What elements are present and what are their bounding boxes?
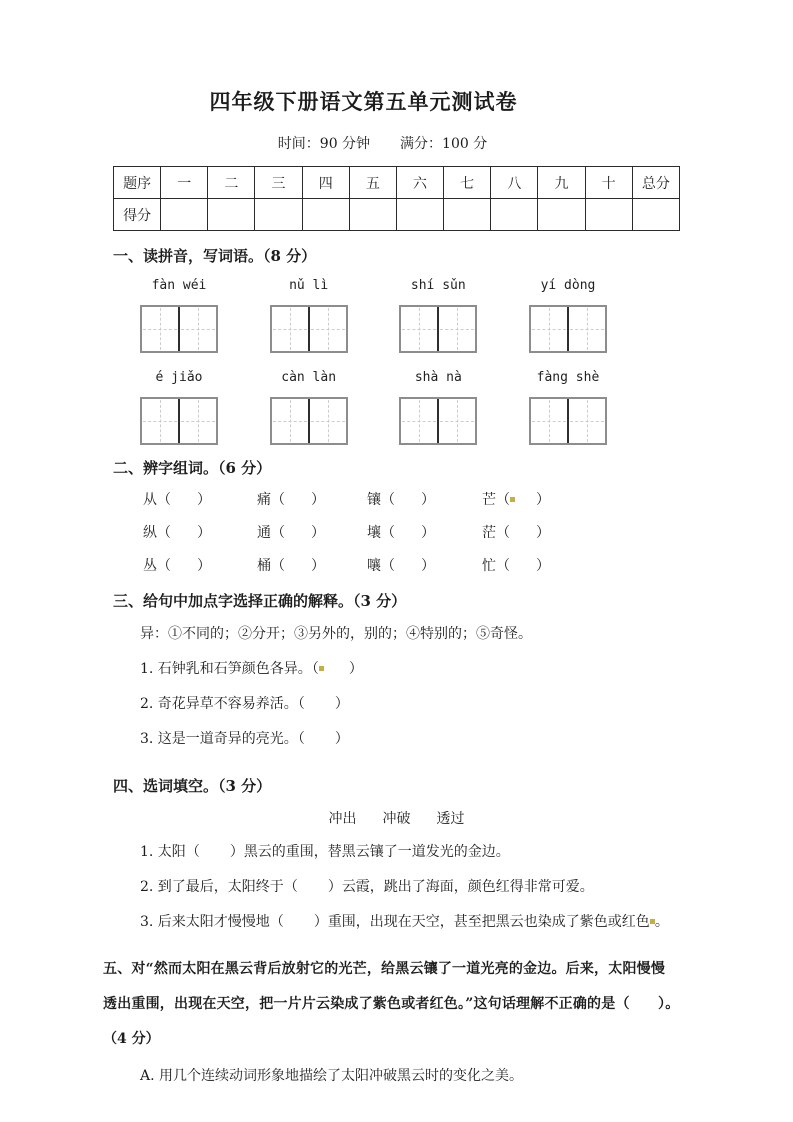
paper-meta [113, 133, 652, 153]
score-table-col: 十 [585, 167, 632, 199]
character: 通 [257, 525, 271, 541]
pinyin-label: yí dòng [540, 278, 596, 293]
compare-words-row [113, 489, 680, 511]
section4-heading: 四、选词填空。（3 分） [113, 777, 272, 795]
character: 茫 [482, 525, 496, 541]
score-cell-empty [491, 199, 538, 231]
paper-content [103, 0, 680, 1087]
question-text: 。 [654, 914, 669, 930]
paren-close: ） [536, 558, 550, 574]
score-table-total-col: 总分 [632, 167, 679, 199]
full-score-label: 满分：100 分 [400, 136, 488, 152]
section5 [103, 952, 685, 1087]
stray-dot-mark [319, 666, 324, 671]
paren-close: ） [313, 914, 328, 930]
word-bank-option: 冲出 [328, 811, 357, 827]
writing-cell [531, 307, 567, 351]
question-text: 2. 到了最后，太阳终于 [140, 879, 284, 895]
answer-blank [305, 706, 335, 708]
character: 芒 [482, 492, 496, 508]
paren-close: ） [536, 492, 550, 508]
paren-open: （ [311, 661, 319, 677]
paren-open: （ [496, 492, 510, 508]
writing-cell [401, 307, 437, 351]
writing-cell [308, 307, 346, 351]
character: 忙 [482, 558, 496, 574]
word-blank-item [257, 522, 367, 544]
word-blank-item [482, 489, 680, 511]
score-table [113, 166, 680, 231]
writing-cell [272, 399, 308, 443]
word-blank-item [257, 489, 367, 511]
character: 镶 [367, 492, 381, 508]
score-table-col: 四 [302, 167, 349, 199]
writing-box [529, 397, 607, 445]
writing-box [270, 305, 348, 353]
writing-cell [178, 399, 216, 443]
answer-blank [305, 741, 335, 743]
word-bank-option: 冲破 [382, 811, 411, 827]
section3-heading: 三、给句中加点字选择正确的解释。（3 分） [113, 592, 407, 610]
pinyin-label: càn làn [281, 370, 337, 385]
question-text: 3. 后来太阳才慢慢地 [140, 914, 270, 930]
writing-box [529, 305, 607, 353]
word-blank-item [367, 555, 482, 577]
word-blank-item [367, 489, 482, 511]
word-blank-item [143, 555, 257, 577]
paren-close: ） [334, 731, 349, 747]
word-blank-item [367, 522, 482, 544]
word-bank-option: 透过 [436, 811, 465, 827]
writing-cell [531, 399, 567, 443]
word-blank-item [143, 489, 257, 511]
writing-cell [308, 399, 346, 443]
character: 丛 [143, 558, 157, 574]
paren-close: ） [229, 844, 244, 860]
word-blank-item [257, 555, 367, 577]
character: 从 [143, 492, 157, 508]
answer-blank [284, 924, 314, 926]
answer-blank [510, 535, 536, 537]
paren-close: ） [311, 525, 325, 541]
writing-cell [142, 399, 178, 443]
score-table-header-cell: 题序 [114, 167, 161, 199]
character: 纵 [143, 525, 157, 541]
paren-open: （ [157, 558, 171, 574]
score-table-header-row [114, 167, 680, 199]
question-item [113, 728, 680, 750]
section1-heading: 一、读拼音，写词语。（8 分） [113, 247, 317, 265]
score-cell-empty [632, 199, 679, 231]
score-table-col: 二 [208, 167, 255, 199]
paren-close: ） [348, 661, 363, 677]
score-cell-empty [585, 199, 632, 231]
character: 壤 [367, 525, 381, 541]
word-group [140, 370, 218, 445]
paren-open: （ [381, 525, 395, 541]
writing-box [399, 397, 477, 445]
paren-close: ） [327, 879, 342, 895]
answer-blank [510, 568, 536, 570]
stray-dot-mark [510, 497, 515, 502]
score-table-col: 五 [349, 167, 396, 199]
score-cell-empty [349, 199, 396, 231]
paren-open: （ [185, 844, 200, 860]
score-table-col: 三 [255, 167, 302, 199]
paren-open: （ [271, 558, 285, 574]
pinyin-label: fàn wéi [151, 278, 207, 293]
paren-close: ） [421, 492, 435, 508]
score-row-label: 得分 [114, 199, 161, 231]
character: 嚷 [367, 558, 381, 574]
score-cell-empty [255, 199, 302, 231]
option-a: A. 用几个连续动词形象地描绘了太阳冲破黑云时的变化之美。 [140, 1068, 524, 1084]
section5-score-label: （4 分） [103, 1031, 160, 1047]
paren-open: （ [496, 558, 510, 574]
word-blank-item [143, 522, 257, 544]
fill-blank-item [113, 911, 680, 933]
writing-cell [437, 307, 475, 351]
word-group [529, 370, 607, 445]
pinyin-label: fàng shè [536, 370, 600, 385]
writing-cell [272, 307, 308, 351]
page-title: 四年级下册语文第五单元测试卷 [209, 89, 518, 114]
word-group [270, 370, 348, 445]
question-text: 1. 太阳 [140, 844, 186, 860]
question-item [113, 658, 680, 680]
time-limit-label: 时间：90 分钟 [277, 136, 371, 152]
paren-close: ） [421, 525, 435, 541]
answer-blank [171, 502, 197, 504]
paren-open: （ [297, 731, 305, 747]
score-cell-empty [208, 199, 255, 231]
writing-cell [401, 399, 437, 443]
score-table-col: 八 [491, 167, 538, 199]
answer-blank [171, 568, 197, 570]
paren-open: （ [283, 879, 298, 895]
score-cell-empty [161, 199, 208, 231]
score-cell-empty [396, 199, 443, 231]
paren-open: （ [297, 696, 305, 712]
paren-close: ） [421, 558, 435, 574]
score-cell-empty [444, 199, 491, 231]
compare-words-row [113, 522, 680, 544]
question-paragraph-line2: 透出重围，出现在天空，把一片片云染成了紫色或者红色。”这句话理解不正确的是（ ）。 [103, 996, 680, 1012]
paren-close: ） [197, 558, 211, 574]
question-text: 重围，出现在天空，甚至把黑云也染成了紫色或红色 [327, 914, 650, 930]
paren-open: （ [271, 525, 285, 541]
answer-blank [395, 568, 421, 570]
paren-open: （ [269, 914, 284, 930]
answer-blank [285, 535, 311, 537]
pinyin-label: é jiǎo [155, 370, 203, 385]
writing-box [270, 397, 348, 445]
paren-close: ） [536, 525, 550, 541]
paren-open: （ [381, 558, 395, 574]
answer-blank [395, 535, 421, 537]
question-paragraph-line1: 五、对“然而太阳在黑云背后放射它的光芒，给黑云镶了一道光亮的金边。后来，太阳慢慢 [103, 961, 666, 977]
question-item [113, 693, 680, 715]
score-table-col: 一 [161, 167, 208, 199]
definition-line: 异：①不同的；②分开；③另外的，别的；④特别的；⑤奇怪。 [140, 626, 532, 642]
writing-box [140, 305, 218, 353]
word-group [529, 278, 607, 353]
question-text: 云霞，跳出了海面，颜色红得非常可爱。 [341, 879, 594, 895]
pinyin-label: shí sǔn [410, 278, 466, 293]
paren-close: ） [197, 492, 211, 508]
paren-close: ） [311, 558, 325, 574]
word-group [399, 370, 477, 445]
question-text: 3. 这是一道奇异的亮光。 [140, 731, 298, 747]
pinyin-label: nǔ lì [289, 278, 329, 293]
paren-open: （ [381, 492, 395, 508]
paren-open: （ [496, 525, 510, 541]
fill-blank-item [113, 876, 680, 898]
score-table-score-row [114, 199, 680, 231]
score-cell-empty [538, 199, 585, 231]
paren-open: （ [157, 525, 171, 541]
writing-cell [437, 399, 475, 443]
character: 桶 [257, 558, 271, 574]
paren-open: （ [157, 492, 171, 508]
answer-blank [285, 568, 311, 570]
word-blank-item [482, 522, 680, 544]
score-table-col: 九 [538, 167, 585, 199]
pinyin-label: shà nà [414, 370, 462, 385]
writing-box [399, 305, 477, 353]
paren-close: ） [311, 492, 325, 508]
answer-blank [510, 489, 536, 491]
compare-words-row [113, 555, 680, 577]
answer-blank [285, 502, 311, 504]
writing-cell [567, 307, 605, 351]
question-text: 1. 石钟乳和石笋颜色各异。 [140, 661, 312, 677]
writing-cell [567, 399, 605, 443]
word-group [140, 278, 218, 353]
question-text: 黑云的重围，替黑云镶了一道发光的金边。 [243, 844, 510, 860]
word-bank [113, 808, 680, 828]
section2-heading: 二、辨字组词。（6 分） [113, 459, 272, 477]
paren-open: （ [271, 492, 285, 508]
pinyin-word-row-1 [140, 278, 607, 353]
answer-blank [200, 854, 230, 856]
writing-box [140, 397, 218, 445]
answer-blank [298, 889, 328, 891]
character: 痛 [257, 492, 271, 508]
fill-blank-item [113, 841, 680, 863]
answer-blank [319, 658, 349, 660]
score-table-col: 七 [444, 167, 491, 199]
answer-blank [171, 535, 197, 537]
paren-close: ） [334, 696, 349, 712]
writing-cell [178, 307, 216, 351]
word-group [399, 278, 477, 353]
pinyin-word-row-2 [140, 370, 607, 445]
word-group [270, 278, 348, 353]
word-blank-item [482, 555, 680, 577]
score-table-col: 六 [396, 167, 443, 199]
question-text: 2. 奇花异草不容易养活。 [140, 696, 298, 712]
writing-cell [142, 307, 178, 351]
answer-blank [395, 502, 421, 504]
paren-close: ） [197, 525, 211, 541]
score-cell-empty [302, 199, 349, 231]
